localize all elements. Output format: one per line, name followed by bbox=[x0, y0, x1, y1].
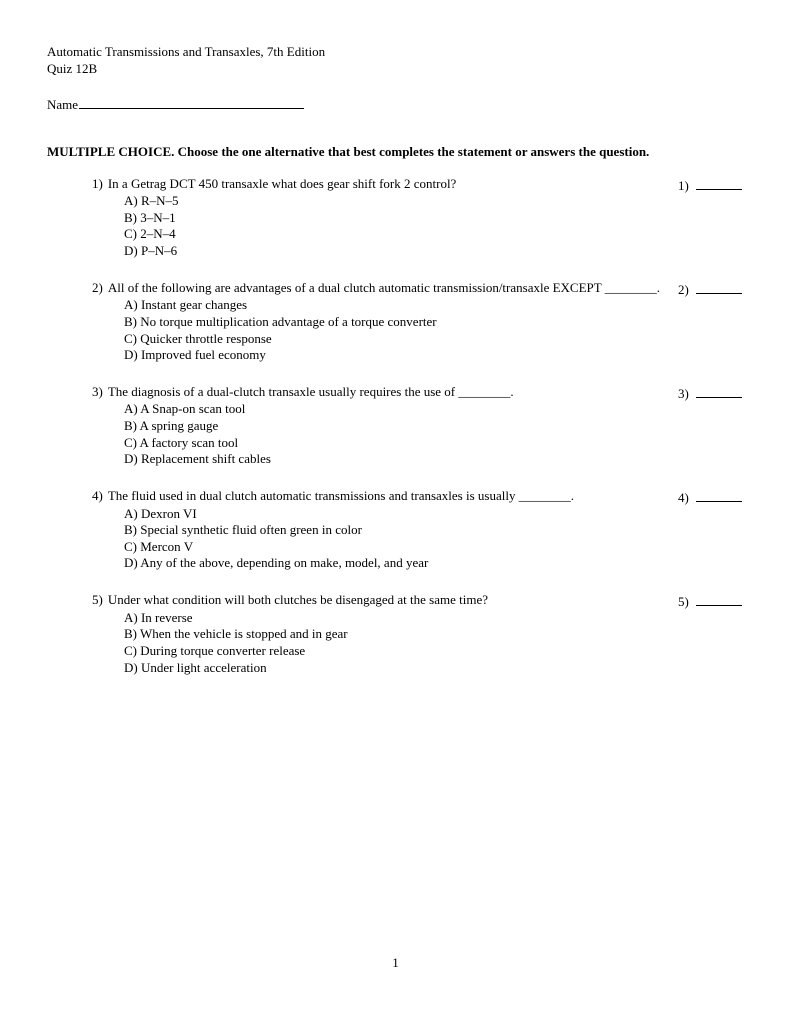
choice-d: D) Improved fuel economy bbox=[124, 347, 266, 363]
question-text: Under what condition will both clutches be disengaged at the same time? bbox=[107, 592, 488, 607]
question-text: The fluid used in dual clutch automatic transmissions and transaxles is usually ________. bbox=[107, 487, 574, 503]
question-text-line bbox=[92, 280, 679, 297]
question-number: 3) bbox=[92, 383, 103, 399]
choice-b: B) When the vehicle is stopped and in gear bbox=[124, 626, 348, 642]
question-number: 4) bbox=[92, 487, 103, 503]
choice-d: D) P–N–6 bbox=[124, 243, 178, 258]
choice-d: D) Any of the above, depending on make, model, and year bbox=[124, 555, 429, 571]
question-number: 1) bbox=[92, 175, 103, 191]
question-text-line bbox=[92, 384, 679, 401]
answer-slot bbox=[678, 280, 742, 299]
name-label: Name bbox=[47, 97, 79, 113]
choices-list bbox=[124, 401, 744, 468]
question-2 bbox=[92, 280, 744, 364]
answer-slot bbox=[678, 176, 742, 195]
choice-b: B) No torque multiplication advantage of a torque converter bbox=[124, 313, 437, 329]
name-blank-line[interactable] bbox=[79, 95, 304, 109]
question-text-line bbox=[92, 488, 679, 505]
answer-slot bbox=[678, 384, 742, 403]
question-5 bbox=[92, 592, 744, 676]
question-4 bbox=[92, 488, 744, 572]
answer-number: 4) bbox=[678, 489, 689, 505]
choice-b: B) 3–N–1 bbox=[124, 209, 176, 225]
choice-c: C) Quicker throttle response bbox=[124, 330, 272, 346]
answer-blank-line[interactable] bbox=[696, 384, 742, 398]
answer-blank-line[interactable] bbox=[696, 592, 742, 606]
question-text: In a Getrag DCT 450 transaxle what does gear shift fork 2 control? bbox=[107, 175, 457, 191]
answer-blank-line[interactable] bbox=[696, 176, 742, 190]
answer-number: 3) bbox=[678, 385, 689, 401]
document-subtitle: Quiz 12B bbox=[47, 60, 98, 76]
choice-a: A) Instant gear changes bbox=[124, 297, 248, 313]
page-number: 1 bbox=[392, 955, 399, 971]
answer-blank-line[interactable] bbox=[696, 488, 742, 502]
choice-a: A) R–N–5 bbox=[124, 193, 179, 209]
question-text-line bbox=[92, 592, 679, 609]
question-text: All of the following are advantages of a dual clutch automatic transmission/transaxle EXCEPT ________. bbox=[107, 279, 660, 295]
answer-number: 1) bbox=[678, 177, 689, 193]
choice-b: B) Special synthetic fluid often green in color bbox=[124, 522, 362, 538]
question-text-line bbox=[92, 176, 679, 193]
choices-list bbox=[124, 193, 744, 260]
answer-number: 2) bbox=[678, 281, 689, 297]
question-3 bbox=[92, 384, 744, 468]
answer-blank-line[interactable] bbox=[696, 280, 742, 294]
question-text: The diagnosis of a dual-clutch transaxle usually requires the use of ________. bbox=[107, 383, 514, 399]
question-number: 2) bbox=[92, 279, 103, 295]
document-title: Automatic Transmissions and Transaxles, 7th Edition bbox=[47, 44, 326, 59]
instructions-heading: MULTIPLE CHOICE. Choose the one alternative that best completes the statement or answers the question. bbox=[47, 143, 650, 159]
choice-d: D) Under light acceleration bbox=[124, 659, 267, 675]
choice-c: C) 2–N–4 bbox=[124, 226, 176, 242]
choice-c: C) Mercon V bbox=[124, 538, 194, 554]
answer-slot bbox=[678, 488, 742, 507]
answer-slot bbox=[678, 592, 742, 611]
choice-c: C) A factory scan tool bbox=[124, 434, 239, 450]
choices-list bbox=[124, 610, 744, 677]
question-number: 5) bbox=[92, 592, 103, 607]
choices-list bbox=[124, 297, 744, 364]
choice-a: A) In reverse bbox=[124, 609, 193, 625]
answer-number: 5) bbox=[678, 594, 689, 609]
name-row bbox=[47, 95, 744, 114]
choices-list bbox=[124, 506, 744, 573]
question-1 bbox=[92, 176, 744, 260]
choice-a: A) Dexron VI bbox=[124, 505, 197, 521]
choice-c: C) During torque converter release bbox=[124, 642, 306, 658]
questions-list bbox=[92, 176, 744, 677]
choice-a: A) A Snap-on scan tool bbox=[124, 401, 246, 417]
choice-d: D) Replacement shift cables bbox=[124, 451, 271, 467]
choice-b: B) A spring gauge bbox=[124, 418, 219, 433]
